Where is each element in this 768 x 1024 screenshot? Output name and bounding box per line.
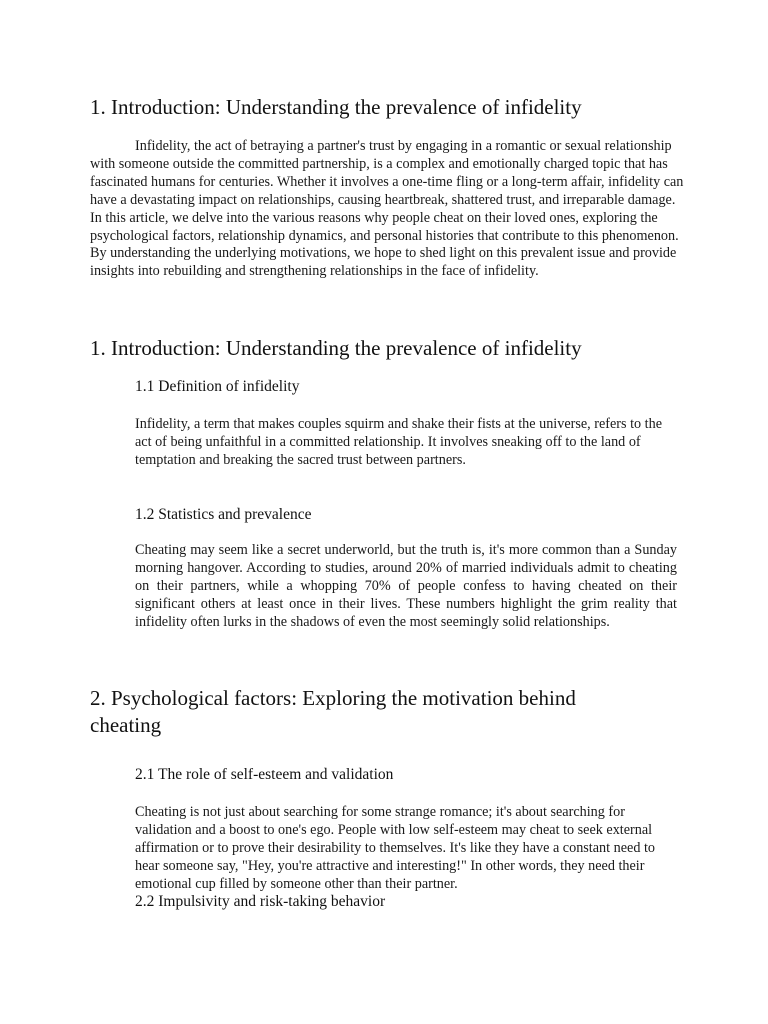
section-1-2-heading: 1.2 Statistics and prevalence	[135, 506, 312, 523]
section-2-1-paragraph: Cheating is not just about searching for some strange romance; it's about searching for validation and a boost to one's ego. People with low self-esteem may cheat to seek external affirmation or to prove their desirability to themselves. It's like they have a constant need to hear someone say, "Hey, you're attractive and interesting!" In other words, they need their emotional cup filled by someone other than their partner.	[135, 804, 655, 892]
section-1-1-paragraph: Infidelity, a term that makes couples squirm and shake their fists at the universe, refers to the act of being unfaithful in a committed relationship. It involves sneaking off to the land of temptation and breaking the sacred trust between partners.	[135, 416, 663, 468]
section-2-1-heading: 2.1 The role of self-esteem and validation	[135, 766, 394, 783]
section-1-1-heading: 1.1 Definition of infidelity	[135, 378, 300, 395]
intro-paragraph: Infidelity, the act of betraying a partner's trust by engaging in a romantic or sexual relationship with someone outside the committed partnership, is a complex and emotionally charged topic that has fascinated humans for centuries. Whether it involves a one-time fling or a long-term affair, infidelity can have a devastating impact on relationships, causing heartbreak, shattered trust, and irreparable damage. In this article, we delve into the various reasons why people cheat on their loved ones, exploring the psychological factors, relationship dynamics, and personal histories that contribute to this phenomenon. By understanding the underlying motivations, we hope to shed light on this prevalent issue and provide insights into rebuilding and strengthening relationships in the face of infidelity.	[90, 138, 684, 280]
section-2-2-heading: 2.2 Impulsivity and risk-taking behavior	[135, 893, 386, 910]
intro-heading: 1. Introduction: Understanding the prevalence of infidelity	[90, 95, 582, 119]
section-2-heading: 2. Psychological factors: Exploring the motivation behind cheating	[90, 686, 576, 737]
section-1-heading: 1. Introduction: Understanding the prevalence of infidelity	[90, 336, 582, 360]
section-1-2-paragraph: Cheating may seem like a secret underworld, but the truth is, it's more common than a Sunday morning hangover. According to studies, around 20% of married individuals admit to cheating on their partners, while a whopping 70% of people confess to having cheated on their significant others at least once in their lives. These numbers highlight the grim reality that infidelity often lurks in the shadows of even the most seemingly solid relationships.	[135, 542, 677, 630]
